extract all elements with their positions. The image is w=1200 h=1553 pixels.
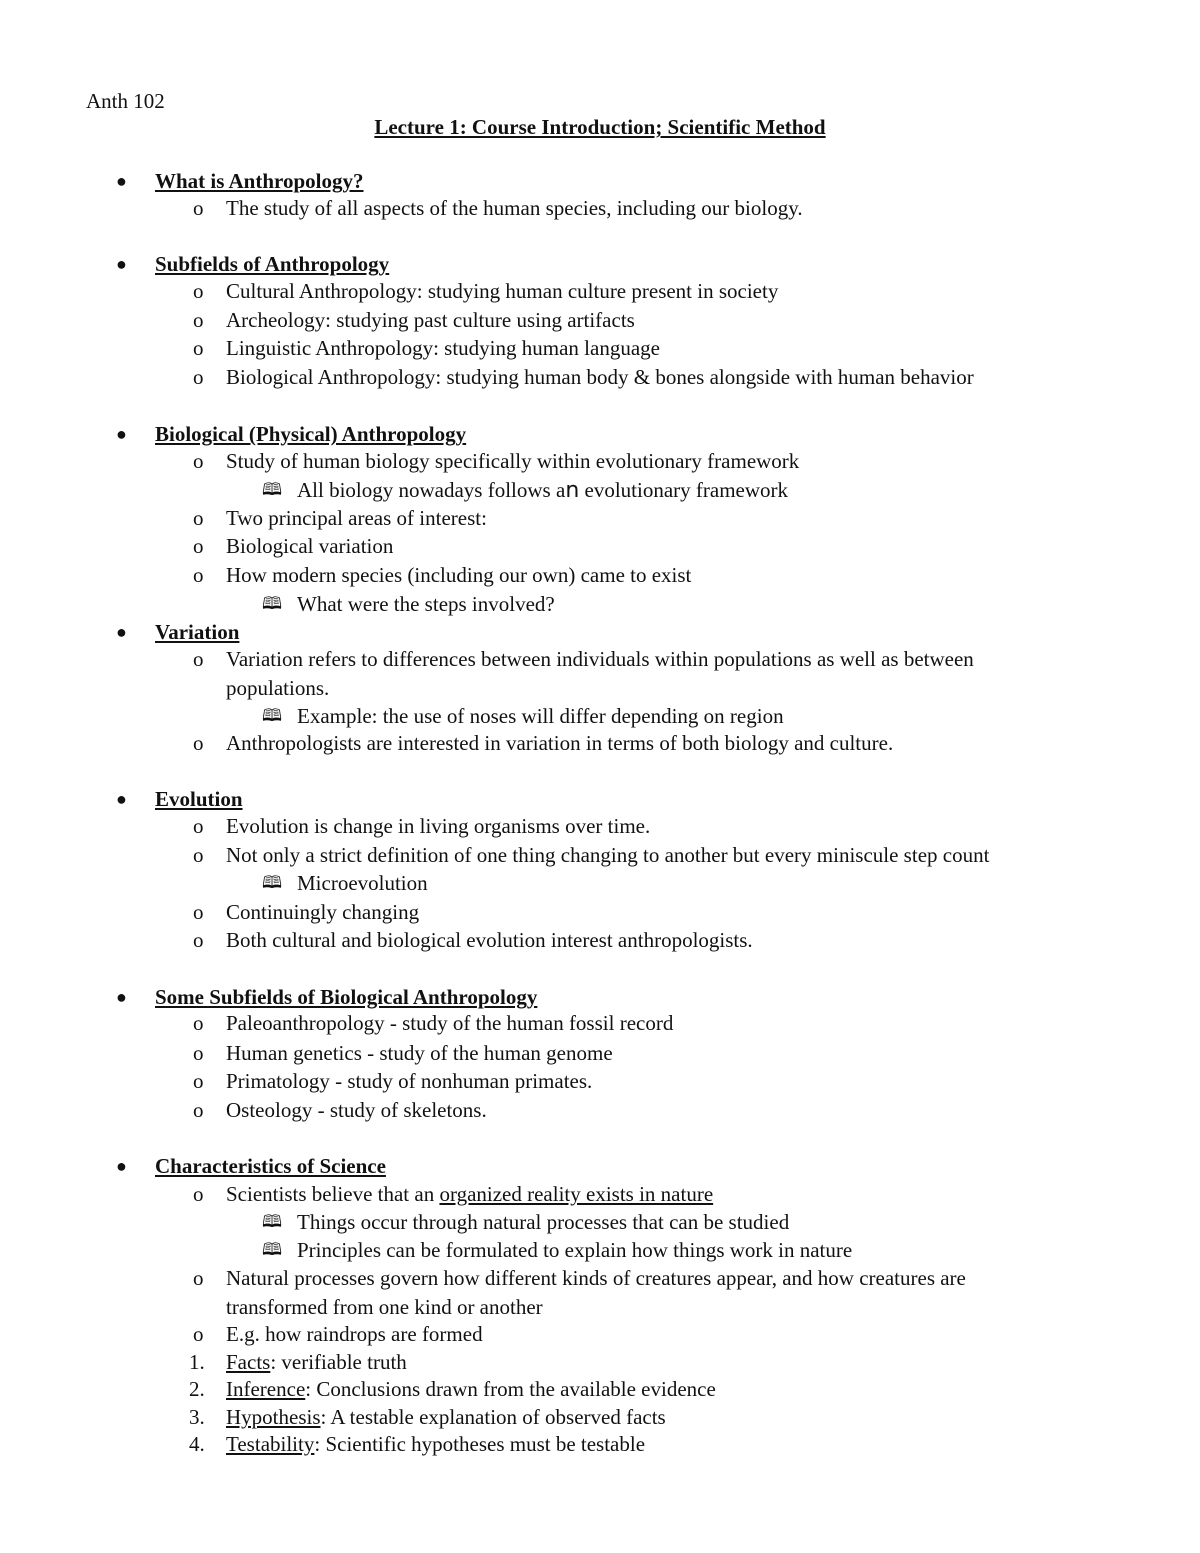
list-item: Two principal areas of interest:: [226, 506, 487, 530]
sub-bullet-marker: o: [193, 308, 204, 332]
bullet-marker: ●: [116, 424, 127, 444]
sub-bullet-marker: o: [193, 928, 204, 952]
sub-bullet-marker: o: [193, 279, 204, 303]
sub-bullet-marker: o: [193, 1069, 204, 1093]
bullet-marker: ●: [116, 622, 127, 642]
list-item: Evolution is change in living organisms over time.: [226, 814, 651, 838]
list-item: Cultural Anthropology: studying human culture present in society: [226, 279, 779, 303]
section-heading: Evolution: [155, 787, 243, 811]
sub-bullet-marker: o: [193, 814, 204, 838]
bullet-marker: ●: [116, 1156, 127, 1176]
list-number: 4.: [189, 1432, 205, 1456]
list-number: 2.: [189, 1377, 205, 1401]
definition: : verifiable truth: [270, 1350, 407, 1374]
list-item: Primatology - study of nonhuman primates.: [226, 1069, 593, 1093]
sub-bullet-marker: o: [193, 647, 204, 671]
course-code: Anth 102: [86, 89, 165, 113]
item-text-fragment: n: [565, 478, 580, 503]
book-icon: 🕮: [262, 1240, 283, 1259]
list-item: Things occur through natural processes that can be studied: [297, 1210, 790, 1234]
sub-bullet-marker: o: [193, 563, 204, 587]
term: Facts: [226, 1350, 271, 1374]
sub-bullet-marker: o: [193, 843, 204, 867]
lecture-title: Lecture 1: Course Introduction; Scientific Method: [374, 115, 826, 139]
item-text-fragment: evolutionary framework: [579, 478, 789, 502]
sub-bullet-marker: o: [193, 1322, 204, 1346]
list-item: Archeology: studying past culture using artifacts: [226, 308, 635, 332]
list-item: What were the steps involved?: [297, 592, 555, 616]
section-heading: Variation: [155, 620, 240, 644]
list-item: Paleoanthropology - study of the human fossil record: [226, 1011, 674, 1035]
numbered-item: [226, 1376, 716, 1402]
numbered-item: [226, 1349, 407, 1375]
sub-bullet-marker: o: [193, 1041, 204, 1065]
book-icon: 🕮: [262, 480, 283, 499]
list-number: 1.: [189, 1350, 205, 1374]
list-item: Continuingly changing: [226, 900, 420, 924]
term: Hypothesis: [226, 1405, 321, 1429]
section-heading: Some Subfields of Biological Anthropology: [155, 985, 538, 1009]
item-text-underlined: organized reality exists in nature: [439, 1182, 714, 1206]
definition: : A testable explanation of observed facts: [320, 1405, 666, 1429]
section-heading: Subfields of Anthropology: [155, 252, 390, 276]
numbered-item: [226, 1431, 645, 1457]
list-item: [226, 1181, 713, 1207]
sub-bullet-marker: o: [193, 449, 204, 473]
definition: : Scientific hypotheses must be testable: [314, 1432, 646, 1456]
sub-bullet-marker: o: [193, 534, 204, 558]
section-heading: Characteristics of Science: [155, 1154, 386, 1178]
sub-bullet-marker: o: [193, 1098, 204, 1122]
list-item: Principles can be formulated to explain how things work in nature: [297, 1238, 853, 1262]
list-item: Osteology - study of skeletons.: [226, 1098, 487, 1122]
list-item: Microevolution: [297, 871, 428, 895]
sub-bullet-marker: o: [193, 336, 204, 360]
bullet-marker: ●: [116, 171, 127, 191]
sub-bullet-marker: o: [193, 1266, 204, 1290]
sub-bullet-marker: o: [193, 365, 204, 389]
bullet-marker: ●: [116, 254, 127, 274]
list-item: E.g. how raindrops are formed: [226, 1322, 483, 1346]
list-item: Example: the use of noses will differ depending on region: [297, 704, 784, 728]
book-icon: 🕮: [262, 594, 283, 613]
list-item: How modern species (including our own) came to exist: [226, 563, 692, 587]
sub-bullet-marker: o: [193, 900, 204, 924]
list-item: Biological Anthropology: studying human body & bones alongside with human behavior: [226, 365, 974, 389]
list-item: Not only a strict definition of one thing changing to another but every miniscule step count: [226, 843, 990, 867]
term: Testability: [226, 1432, 315, 1456]
sub-bullet-marker: o: [193, 506, 204, 530]
definition: : Conclusions drawn from the available evidence: [305, 1377, 716, 1401]
list-item: Study of human biology specifically within evolutionary framework: [226, 449, 800, 473]
list-item: Variation refers to differences between individuals within populations as well as between: [226, 647, 974, 671]
numbered-item: [226, 1404, 666, 1430]
list-item: Biological variation: [226, 534, 394, 558]
list-item: Anthropologists are interested in variation in terms of both biology and culture.: [226, 731, 894, 755]
book-icon: 🕮: [262, 873, 283, 892]
term: Inference: [226, 1377, 306, 1401]
list-item: [297, 477, 788, 504]
bullet-marker: ●: [116, 987, 127, 1007]
item-text: All biology nowadays follows a: [297, 478, 566, 502]
list-item: Natural processes govern how different kinds of creatures appear, and how creatures are: [226, 1266, 966, 1290]
book-icon: 🕮: [262, 706, 283, 725]
sub-bullet-marker: o: [193, 731, 204, 755]
book-icon: 🕮: [262, 1212, 283, 1231]
list-item-continuation: transformed from one kind or another: [226, 1295, 543, 1319]
item-text: Scientists believe that an: [226, 1182, 440, 1206]
list-item: Human genetics - study of the human genome: [226, 1041, 613, 1065]
sub-bullet-marker: o: [193, 1011, 204, 1035]
list-item: The study of all aspects of the human species, including our biology.: [226, 196, 803, 220]
bullet-marker: ●: [116, 789, 127, 809]
sub-bullet-marker: o: [193, 1182, 204, 1206]
section-heading: What is Anthropology?: [155, 169, 364, 193]
list-item-continuation: populations.: [226, 676, 330, 700]
list-item: Both cultural and biological evolution interest anthropologists.: [226, 928, 753, 952]
list-item: Linguistic Anthropology: studying human language: [226, 336, 660, 360]
section-heading: Biological (Physical) Anthropology: [155, 422, 467, 446]
sub-bullet-marker: o: [193, 196, 204, 220]
list-number: 3.: [189, 1405, 205, 1429]
